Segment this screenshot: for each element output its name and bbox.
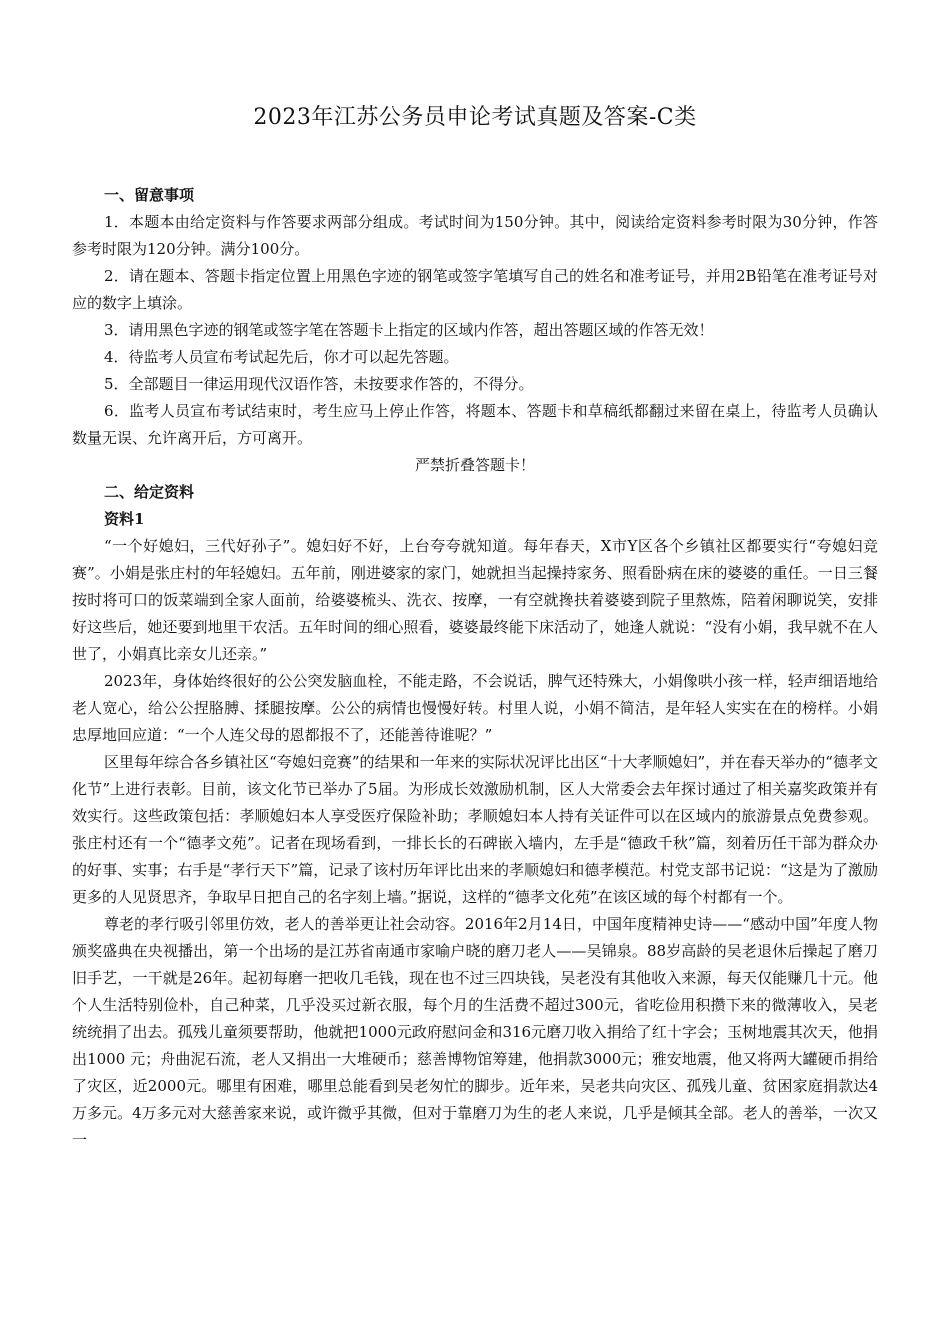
document-body (72, 182, 878, 1154)
material-paragraph: 区里每年综合各乡镇社区“夸媳妇竞赛”的结果和一年来的实际状况评比出区“十大孝顺媳妇”，并在春天举办的“德孝文化节”上进行表彰。目前，该文化节已举办了5届。为形成长效激励机制，区人大常委会去年探讨通过了相关嘉奖政策并有效实行。这些政策包括：孝顺媳妇本人享受医疗保险补助；孝顺媳妇本人持有关证件可以在区域内的旅游景点免费参观。张庄村还有一个“德孝文苑”。记者在现场看到，一排长长的石碑嵌入墙内，左手是“德政千秋”篇，刻着历任干部为群众办的好事、实事；右手是“孝行天下”篇，记录了该村历年评比出来的孝顺媳妇和德孝模范。村党支部书记说：“这是为了激励更多的人见贤思齐，争取早日把自己的名字刻上墙。”据说，这样的“德孝文化苑”在该区域的每个村都有一个。 (72, 753, 878, 906)
section-heading-materials: 二、给定资料 (104, 483, 195, 501)
note-item: 4．待监考人员宣布考试起先后，你才可以起先答题。 (104, 348, 459, 366)
note-item: 2．请在题本、答题卡指定位置上用黑色字迹的钢笔或签字笔填写自己的姓名和准考证号，并用2B铅笔在准考证号对应的数字上填涂。 (72, 267, 878, 312)
material-paragraph: 2023年，身体始终很好的公公突发脑血栓，不能走路，不会说话，脾气还特殊大，小娟像哄小孩一样，轻声细语地给老人宽心，给公公捏胳膊、揉腿按摩。公公的病情也慢慢好转。村里人说，小娟不简洁，是年轻人实实在在的榜样。小娟忠厚地回应道：“一个人连父母的恩都报不了，还能善待谁呢？” (72, 672, 878, 744)
section-heading-notes: 一、留意事项 (104, 186, 195, 204)
note-item: 5．全部题目一律运用现代汉语作答，未按要求作答的，不得分。 (104, 375, 534, 393)
fold-notice: 严禁折叠答题卡！ (414, 456, 535, 474)
material-label: 资料1 (104, 510, 145, 528)
note-item: 1．本题本由给定资料与作答要求两部分组成。考试时间为150分钟。其中，阅读给定资料参考时限为30分钟，作答参考时限为120分钟。满分100分。 (72, 213, 878, 258)
document-title: 2023年江苏公务员申论考试真题及答案-C类 (253, 105, 697, 130)
note-item: 3．请用黑色字迹的钢笔或签字笔在答题卡上指定的区域内作答，超出答题区域的作答无效！ (104, 321, 714, 339)
note-item: 6．监考人员宣布考试结束时，考生应马上停止作答，将题本、答题卡和草稿纸都翻过来留在桌上，待监考人员确认数量无误、允许离开后，方可离开。 (72, 402, 878, 447)
material-paragraph: 尊老的孝行吸引邻里仿效，老人的善举更让社会动容。2016年2月14日，中国年度精神史诗——“感动中国”年度人物颁奖盛典在央视播出，第一个出场的是江苏省南通市家喻户晓的磨刀老人——吴锦泉。88岁高龄的吴老退休后操起了磨刀旧手艺，一干就是26年。起初每磨一把收几毛钱，现在也不过三四块钱，吴老没有其他收入来源，每天仅能赚几十元。他个人生活特别俭朴，自己种菜，几乎没买过新衣服，每个月的生活费不超过300元，省吃俭用积攒下来的微薄收入，吴老统统捐了出去。孤残儿童须要帮助，他就把1000元政府慰问金和316元磨刀收入捐给了红十字会；玉树地震其次天，他捐出1000 元；舟曲泥石流，老人又捐出一大堆硬币；慈善博物馆筹建，他捐款3000元；雅安地震，他又将两大罐硬币捐给了灾区，近2000元。哪里有困难，哪里总能看到吴老匆忙的脚步。近年来，吴老共向灾区、孤残儿童、贫困家庭捐款达4万多元。4万多元对大慈善家来说，或许微乎其微，但对于靠磨刀为生的老人来说，几乎是倾其全部。老人的善举，一次又一 (72, 915, 878, 1149)
material-paragraph: “一个好媳妇，三代好孙子”。媳妇好不好，上台夸夸就知道。每年春天，X市Y区各个乡镇社区都要实行“夸媳妇竞赛”。小娟是张庄村的年轻媳妇。五年前，刚进婆家的家门，她就担当起操持家务、照看卧病在床的婆婆的重任。一日三餐按时将可口的饭菜端到全家人面前，给婆婆梳头、洗衣、按摩，一有空就搀扶着婆婆到院子里熬炼，陪着闲聊说笑，安排好这些后，她还要到地里干农活。五年时间的细心照看，婆婆最终能下床活动了，她逢人就说：“没有小娟，我早就不在人世了，小娟真比亲女儿还亲。” (72, 537, 878, 663)
